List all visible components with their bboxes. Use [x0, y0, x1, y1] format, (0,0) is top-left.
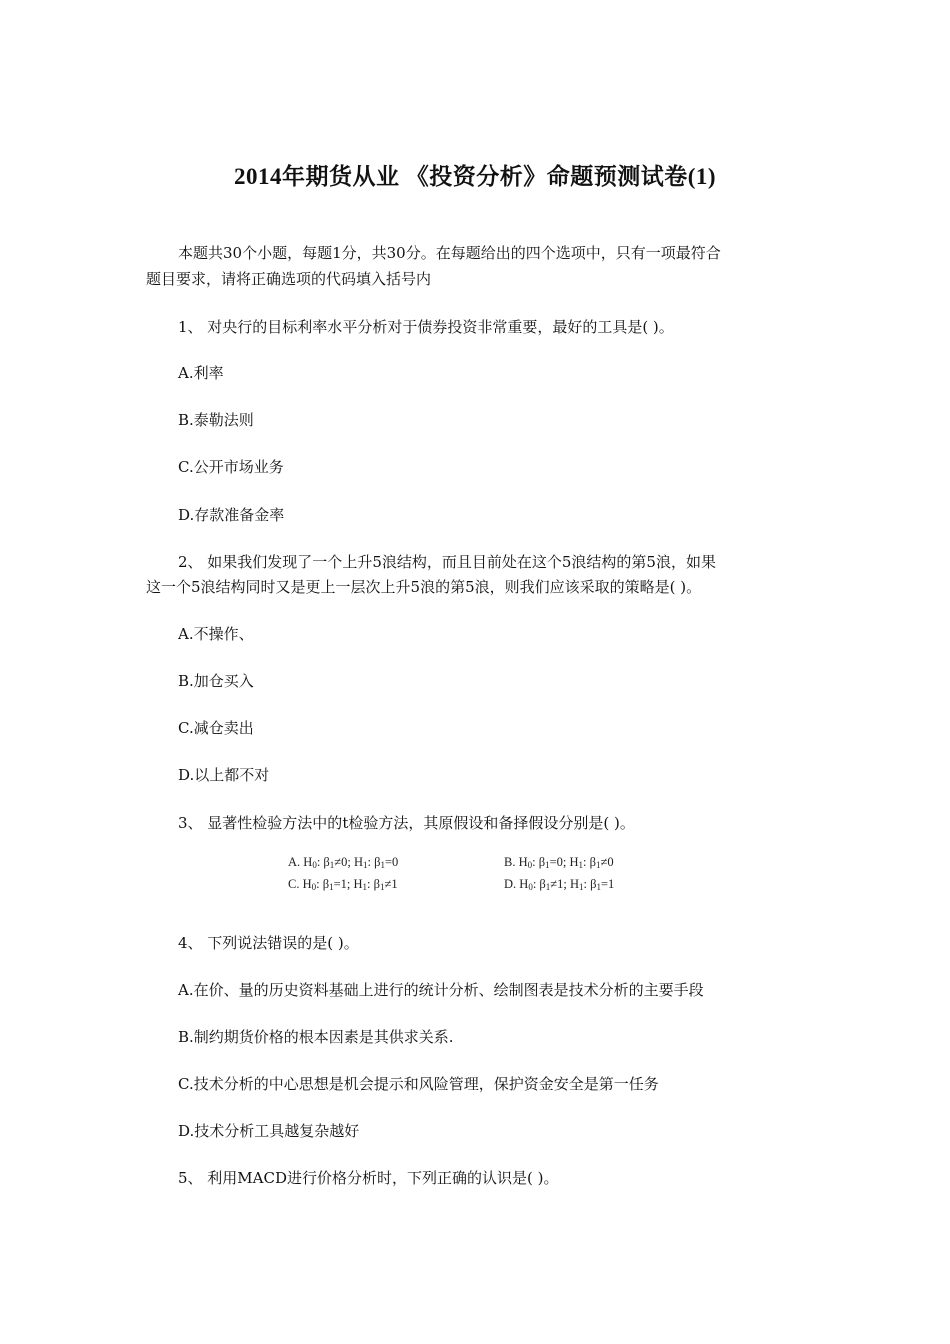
question-4-option-c: C.技术分析的中心思想是机会提示和风险管理，保护资金安全是第一任务	[178, 1075, 659, 1093]
question-2-option-c: C.减仓卖出	[178, 719, 254, 737]
question-2-option-b: B.加仓买入	[178, 672, 254, 690]
question-2-stem-line-2: 这一个5浪结构同时又是更上一层次上升5浪的第5浪，则我们应该采取的策略是( )。	[146, 578, 702, 596]
page-title: 2014年期货从业 《投资分析》命题预测试卷(1)	[233, 164, 717, 189]
question-4-option-d: D.技术分析工具越复杂越好	[178, 1122, 360, 1140]
intro-line-2: 题目要求，请将正确选项的代码填入括号内	[146, 270, 432, 288]
question-3-stem: 3、 显著性检验方法中的t检验方法，其原假设和备择假设分别是( )。	[178, 814, 635, 832]
question-1-option-a: A.利率	[178, 364, 224, 382]
question-3-option-d: D. $H_0$: $\beta_1\ne 1$; $H_1$: $\beta_1=1$	[504, 877, 615, 892]
question-4-option-b: B.制约期货价格的根本因素是其供求关系.	[178, 1028, 454, 1046]
question-4-option-a: A.在价、量的历史资料基础上进行的统计分析、绘制图表是技术分析的主要手段	[178, 981, 704, 999]
question-1-option-d: D.存款准备金率	[178, 506, 285, 524]
intro-line-1: 本题共30个小题，每题1分，共30分。在每题给出的四个选项中，只有一项最符合	[178, 244, 721, 262]
question-1-option-b: B.泰勒法则	[178, 411, 254, 429]
question-3-options-formula	[288, 853, 678, 897]
question-4-stem: 4、 下列说法错误的是( )。	[178, 934, 359, 952]
question-2-option-a: A.不操作、	[178, 625, 254, 643]
question-3-option-a: A. $H_0$: $\beta_1\ne 0$; $H_1$: $\beta_1=0$	[288, 855, 399, 870]
question-2-stem-line-1: 2、 如果我们发现了一个上升5浪结构，而且目前处在这个5浪结构的第5浪，如果	[178, 553, 716, 571]
question-1-option-c: C.公开市场业务	[178, 458, 284, 476]
question-1-stem: 1、 对央行的目标利率水平分析对于债券投资非常重要，最好的工具是( )。	[178, 318, 674, 336]
question-2-option-d: D.以上都不对	[178, 766, 270, 784]
question-5-stem: 5、 利用MACD进行价格分析时，下列正确的认识是( )。	[178, 1169, 559, 1187]
question-3-option-c: C. $H_0$: $\beta_1=1$; $H_1$: $\beta_1\ne 1$	[288, 877, 398, 892]
question-3-option-b: B. $H_0$: $\beta_1=0$; $H_1$: $\beta_1\ne 0$	[504, 855, 614, 870]
